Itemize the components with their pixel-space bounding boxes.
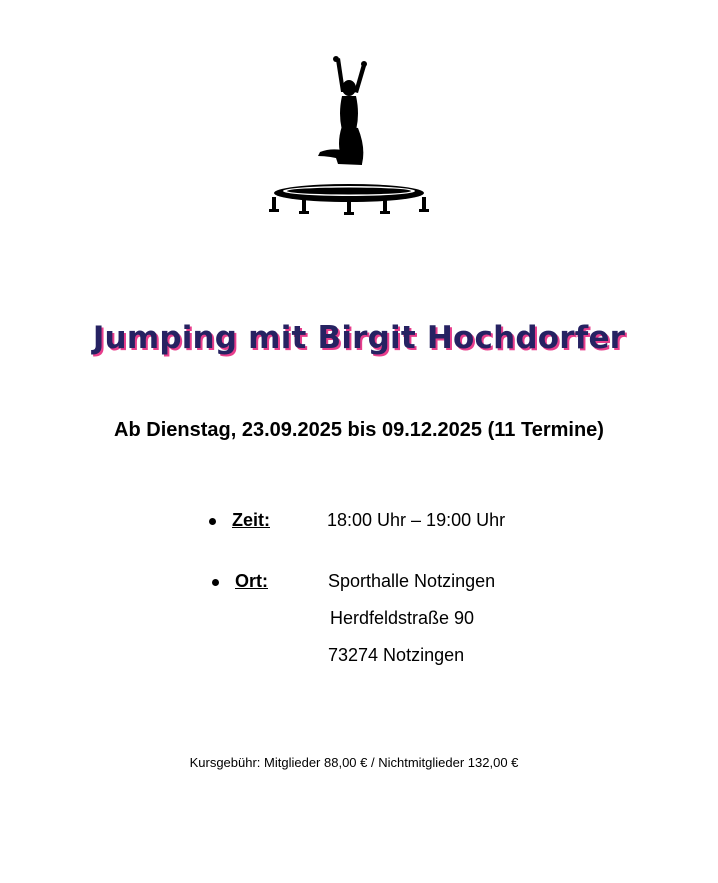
bullet-icon	[209, 518, 216, 525]
course-dates: Ab Dienstag, 23.09.2025 bis 09.12.2025 (11 Termine)	[114, 419, 604, 441]
location-street: Herdfeldstraße 90	[330, 608, 475, 628]
location-label: Ort:	[235, 571, 268, 591]
time-value: 18:00 Uhr – 19:00 Uhr	[327, 510, 506, 530]
bullet-icon	[212, 579, 219, 586]
location-city: 73274 Notzingen	[328, 645, 465, 665]
page-title: Jumping mit Birgit Hochdorfer	[92, 320, 626, 356]
time-label: Zeit:	[232, 510, 270, 530]
course-fee: Kursgebühr: Mitglieder 88,00 € / Nichtmitglieder 132,00 €	[189, 755, 519, 770]
location-venue: Sporthalle Notzingen	[328, 571, 496, 591]
trampoline-jumper-icon	[266, 52, 432, 218]
